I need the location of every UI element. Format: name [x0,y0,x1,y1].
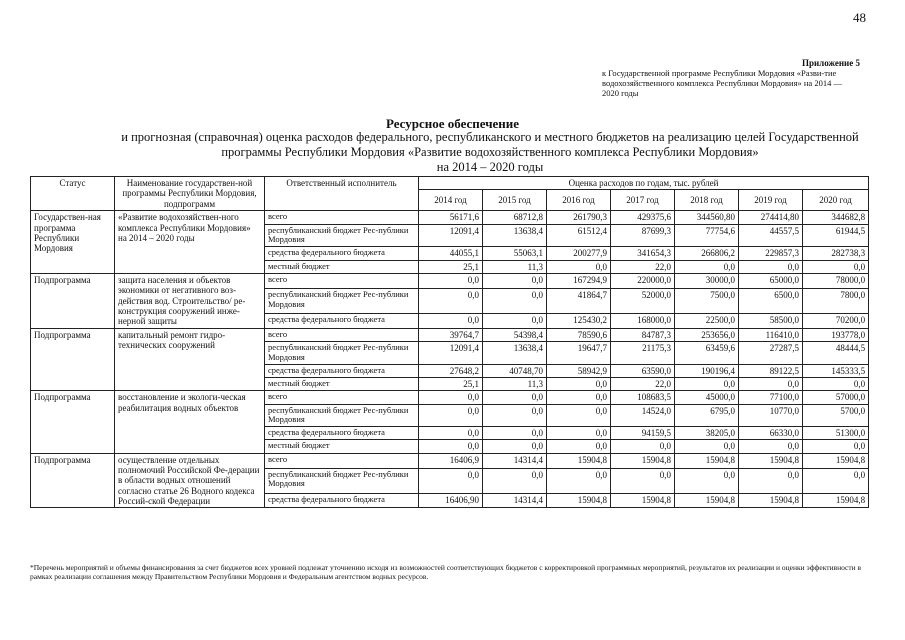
status-cell: Подпрограмма [31,328,115,391]
value-cell: 44557,5 [739,224,803,247]
value-cell: 44055,1 [419,247,483,260]
value-cell: 0,0 [611,468,675,493]
value-cell: 5700,0 [803,404,869,427]
value-cell: 0,0 [483,404,547,427]
value-cell: 58500,0 [739,313,803,328]
value-cell: 0,0 [739,260,803,273]
value-cell: 13638,4 [483,224,547,247]
executor-cell: республиканский бюджет Рес-публики Мордовия [265,341,419,364]
executor-cell: местный бюджет [265,440,419,453]
header-year: 2019 год [739,190,803,211]
appendix-title: Приложение 5 [801,58,860,68]
header-status: Статус [31,177,115,211]
value-cell: 116410,0 [739,328,803,341]
value-cell: 56171,6 [419,211,483,224]
value-cell: 0,0 [675,377,739,390]
executor-cell: всего [265,211,419,224]
value-cell: 220000,0 [611,273,675,288]
value-cell: 15904,8 [739,453,803,468]
value-cell: 65000,0 [739,273,803,288]
value-cell: 190196,4 [675,364,739,377]
value-cell: 0,0 [419,273,483,288]
value-cell: 10770,0 [739,404,803,427]
value-cell: 0,0 [675,440,739,453]
program-name-cell: «Развитие водохозяйствен-ного комплекса Республики Мордовия» на 2014 – 2020 годы [115,211,265,274]
value-cell: 78000,0 [803,273,869,288]
subtitle-line: и прогнозная (справочная) оценка расходов федерального, республиканского и местного бюджетов на реализацию целей Государственной [121,130,859,144]
value-cell: 0,0 [419,391,483,404]
executor-cell: средства федерального бюджета [265,313,419,328]
appendix-text: к Государственной программе Республики Мордовия «Разви-тие водохозяйственного комплекса Республики Мордовия» на 2014 — 2020 годы [602,68,842,98]
executor-cell: республиканский бюджет Рес-публики Мордовия [265,224,419,247]
value-cell: 57000,0 [803,391,869,404]
value-cell: 89122,5 [739,364,803,377]
value-cell: 0,0 [419,427,483,440]
value-cell: 0,0 [419,440,483,453]
value-cell: 0,0 [803,440,869,453]
header-executor: Ответственный исполнитель [265,177,419,211]
header-year: 2016 год [547,190,611,211]
value-cell: 87699,3 [611,224,675,247]
value-cell: 39764,7 [419,328,483,341]
executor-cell: местный бюджет [265,260,419,273]
value-cell: 16406,9 [419,453,483,468]
resource-table [30,176,869,508]
value-cell: 15904,8 [675,453,739,468]
executor-cell: республиканский бюджет Рес-публики Мордовия [265,468,419,493]
header-year: 2020 год [803,190,869,211]
value-cell: 84787,3 [611,328,675,341]
value-cell: 341654,3 [611,247,675,260]
value-cell: 40748,70 [483,364,547,377]
program-name-cell: осуществление отдельных полномочий Российской Фе-дерации в области водных отношений согласно статье 26 Водного кодекса Россий-ской Федерации [115,453,265,508]
value-cell: 54398,4 [483,328,547,341]
value-cell: 77754,6 [675,224,739,247]
value-cell: 7500,0 [675,288,739,313]
value-cell: 15904,8 [547,493,611,508]
footnote: *Перечень мероприятий и объемы финансирования за счет бюджетов всех уровней подлежат уточнению исходя из возможностей соответствующих бюджетов с корректировкой программных мероприятий, результатов их реализации и оценки эффективности в рамках реализации соглашения между Правительством Республики Мордовия и Федеральным агентством водных ресурсов. [30,563,862,582]
value-cell: 282738,3 [803,247,869,260]
table-row [31,211,869,224]
header-year: 2017 год [611,190,675,211]
value-cell: 261790,3 [547,211,611,224]
value-cell: 52000,0 [611,288,675,313]
value-cell: 15904,8 [547,453,611,468]
executor-cell: всего [265,391,419,404]
value-cell: 21175,3 [611,341,675,364]
value-cell: 0,0 [483,288,547,313]
status-cell: Государствен-ная программа Республики Мордовия [31,211,115,274]
value-cell: 0,0 [547,260,611,273]
executor-cell: всего [265,273,419,288]
value-cell: 15904,8 [611,493,675,508]
value-cell: 7800,0 [803,288,869,313]
value-cell: 22,0 [611,260,675,273]
value-cell: 0,0 [483,468,547,493]
status-cell: Подпрограмма [31,391,115,454]
value-cell: 6795,0 [675,404,739,427]
value-cell: 0,0 [547,377,611,390]
value-cell: 11,3 [483,377,547,390]
value-cell: 15904,8 [611,453,675,468]
value-cell: 344682,8 [803,211,869,224]
value-cell: 63459,6 [675,341,739,364]
value-cell: 0,0 [483,313,547,328]
value-cell: 12091,4 [419,341,483,364]
value-cell: 253656,0 [675,328,739,341]
value-cell: 41864,7 [547,288,611,313]
value-cell: 344560,80 [675,211,739,224]
value-cell: 25,1 [419,377,483,390]
value-cell: 0,0 [547,391,611,404]
value-cell: 14314,4 [483,453,547,468]
value-cell: 38205,0 [675,427,739,440]
value-cell: 167294,9 [547,273,611,288]
value-cell: 168000,0 [611,313,675,328]
value-cell: 0,0 [419,468,483,493]
value-cell: 0,0 [739,468,803,493]
value-cell: 0,0 [547,404,611,427]
header-year: 2018 год [675,190,739,211]
value-cell: 16406,90 [419,493,483,508]
value-cell: 0,0 [803,468,869,493]
value-cell: 25,1 [419,260,483,273]
value-cell: 51300,0 [803,427,869,440]
value-cell: 429375,6 [611,211,675,224]
value-cell: 27287,5 [739,341,803,364]
value-cell: 15904,8 [739,493,803,508]
value-cell: 0,0 [547,440,611,453]
header-name: Наименование государствен-ной программы Республики Мордовия, подпрограмм [115,177,265,211]
value-cell: 30000,0 [675,273,739,288]
status-cell: Подпрограмма [31,453,115,508]
value-cell: 63590,0 [611,364,675,377]
table-row [31,391,869,404]
value-cell: 145333,5 [803,364,869,377]
value-cell: 14314,4 [483,493,547,508]
program-name-cell: восстановление и экологи-ческая реабилитация водных объектов [115,391,265,454]
value-cell: 0,0 [419,404,483,427]
executor-cell: средства федерального бюджета [265,427,419,440]
value-cell: 14524,0 [611,404,675,427]
executor-cell: местный бюджет [265,377,419,390]
value-cell: 6500,0 [739,288,803,313]
value-cell: 0,0 [547,468,611,493]
header-year: 2015 год [483,190,547,211]
value-cell: 193778,0 [803,328,869,341]
value-cell: 22,0 [611,377,675,390]
value-cell: 0,0 [739,440,803,453]
subtitle-line: программы Республики Мордовия «Развитие водохозяйственного комплекса Республики Мордовия» [221,145,759,159]
value-cell: 15904,8 [803,453,869,468]
value-cell: 15904,8 [803,493,869,508]
value-cell: 125430,2 [547,313,611,328]
value-cell: 0,0 [419,288,483,313]
value-cell: 0,0 [483,427,547,440]
status-cell: Подпрограмма [31,273,115,328]
program-name-cell: капитальный ремонт гидро-технических сооружений [115,328,265,391]
value-cell: 13638,4 [483,341,547,364]
value-cell: 200277,9 [547,247,611,260]
value-cell: 0,0 [803,377,869,390]
value-cell: 0,0 [803,260,869,273]
value-cell: 0,0 [675,260,739,273]
value-cell: 27648,2 [419,364,483,377]
value-cell: 61944,5 [803,224,869,247]
executor-cell: всего [265,328,419,341]
table-row [31,453,869,468]
document-title: Ресурсное обеспечение [385,116,520,131]
value-cell: 0,0 [483,273,547,288]
subtitle-line: на 2014 – 2020 годы [436,160,544,174]
value-cell: 266806,2 [675,247,739,260]
value-cell: 15904,8 [675,493,739,508]
value-cell: 0,0 [611,440,675,453]
executor-cell: средства федерального бюджета [265,247,419,260]
value-cell: 55063,1 [483,247,547,260]
value-cell: 274414,80 [739,211,803,224]
page-number: 48 [853,10,866,25]
value-cell: 0,0 [739,377,803,390]
value-cell: 108683,5 [611,391,675,404]
value-cell: 11,3 [483,260,547,273]
value-cell: 78590,6 [547,328,611,341]
value-cell: 22500,0 [675,313,739,328]
executor-cell: республиканский бюджет Рес-публики Мордовия [265,288,419,313]
value-cell: 58942,9 [547,364,611,377]
value-cell: 48444,5 [803,341,869,364]
value-cell: 68712,8 [483,211,547,224]
executor-cell: средства федерального бюджета [265,364,419,377]
value-cell: 12091,4 [419,224,483,247]
value-cell: 229857,3 [739,247,803,260]
value-cell: 19647,7 [547,341,611,364]
executor-cell: всего [265,453,419,468]
appendix-note [600,58,860,99]
table-row [31,328,869,341]
table-row [31,273,869,288]
value-cell: 0,0 [547,427,611,440]
document-subtitle [100,130,880,175]
value-cell: 77100,0 [739,391,803,404]
executor-cell: средства федерального бюджета [265,493,419,508]
value-cell: 0,0 [419,313,483,328]
value-cell: 0,0 [483,391,547,404]
value-cell: 66330,0 [739,427,803,440]
value-cell: 0,0 [483,440,547,453]
program-name-cell: защита населения и объектов экономики от негативного воз-действия вод. Строительство/ ре-конструкция сооружений инже-нерной защиты [115,273,265,328]
value-cell: 70200,0 [803,313,869,328]
value-cell: 94159,5 [611,427,675,440]
header-estimate: Оценка расходов по годам, тыс. рублей [419,177,869,190]
value-cell: 61512,4 [547,224,611,247]
value-cell: 45000,0 [675,391,739,404]
executor-cell: республиканский бюджет Рес-публики Мордовия [265,404,419,427]
header-year: 2014 год [419,190,483,211]
value-cell: 0,0 [675,468,739,493]
